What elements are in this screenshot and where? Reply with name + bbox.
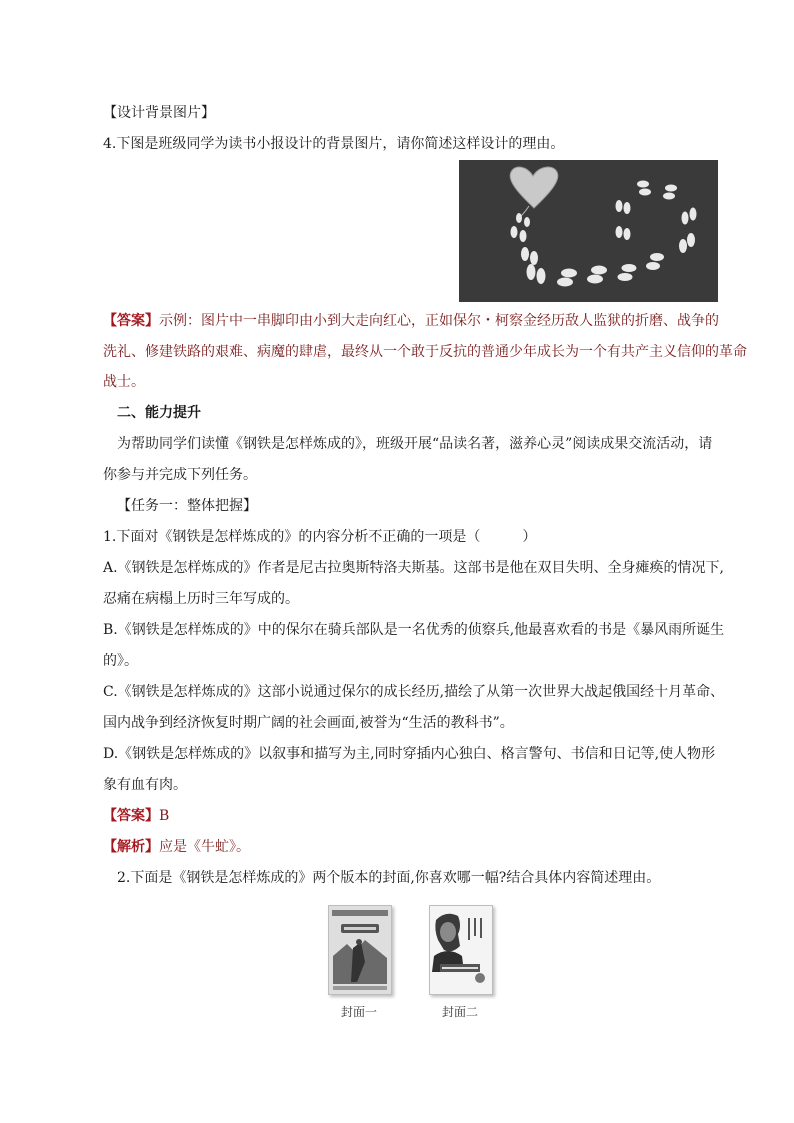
option-c-line-2: 国内战争到经济恢复时期广阔的社会画面,被誉为“生活的教科书”。 <box>103 715 514 731</box>
answer-line-3: 战士。 <box>103 374 145 390</box>
question-1: 1.下面对《钢铁是怎样炼成的》的内容分析不正确的一项是（ ） <box>103 529 537 545</box>
answer-line-2: 洗礼、修建铁路的艰难、病魔的肆虐，最终从一个敢于反抗的普通少年成长为一个有共产主义信仰的革命 <box>103 344 747 360</box>
answer-value: B <box>159 808 170 824</box>
analysis-row <box>103 837 250 857</box>
answer-tag: 【答案】 <box>103 808 159 824</box>
answer-line-1 <box>103 311 719 331</box>
question-2: 2.下面是《钢铁是怎样炼成的》两个版本的封面,你喜欢哪一幅?结合具体内容简述理由。 <box>117 870 661 886</box>
book-cover-2 <box>429 905 493 995</box>
option-a-line-1: A.《钢铁是怎样炼成的》作者是尼古拉奥斯特洛夫斯基。这部书是他在双目失明、全身瘫痪的情况下, <box>103 560 725 576</box>
section-heading-ability: 二、能力提升 <box>117 405 201 421</box>
option-d-line-2: 象有血有肉。 <box>103 777 187 793</box>
task1-heading: 【任务一：整体把握】 <box>117 498 257 514</box>
cover-1-caption: 封面一 <box>341 1005 378 1019</box>
cover-2-illustration <box>430 906 492 994</box>
option-d-line-1: D.《钢铁是怎样炼成的》以叙事和描写为主,同时穿插内心独白、格言警句、书信和日记等,使人物形 <box>103 746 716 762</box>
option-a-line-2: 忍痛在病榻上历时三年写成的。 <box>103 591 299 607</box>
book-cover-1 <box>328 905 392 995</box>
intro-line-1: 为帮助同学们读懂《钢铁是怎样炼成的》，班级开展“品读名著，滋养心灵”阅读成果交流活动，请 <box>117 436 713 452</box>
option-b-line-1: B.《钢铁是怎样炼成的》中的保尔在骑兵部队是一名优秀的侦察兵,他最喜欢看的书是《暴风雨所诞生 <box>103 622 725 638</box>
answer-row <box>103 806 169 826</box>
answer-tag: 【答案】 <box>103 313 159 329</box>
intro-line-2: 你参与并完成下列任务。 <box>103 467 257 483</box>
answer-text: 示例：图片中一串脚印由小到大走向红心，正如保尔・柯察金经历敌人监狱的折磨、战争的 <box>159 313 719 329</box>
option-b-line-2: 的》。 <box>103 653 138 669</box>
option-c-line-1: C.《钢铁是怎样炼成的》这部小说通过保尔的成长经历,描绘了从第一次世界大战起俄国经十月革命、 <box>103 684 725 700</box>
analysis-tag: 【解析】 <box>103 839 159 855</box>
cover-1-illustration <box>329 906 391 994</box>
footprints-heart-illustration <box>459 160 718 302</box>
cover-2-caption: 封面二 <box>442 1005 479 1019</box>
analysis-text: 应是《牛虻》。 <box>159 839 250 855</box>
readers-paper-background-image <box>459 160 718 302</box>
question-4: 4.下图是班级同学为读书小报设计的背景图片，请你简述这样设计的理由。 <box>103 136 565 152</box>
section-heading-design-bg: 【设计背景图片】 <box>103 105 215 121</box>
